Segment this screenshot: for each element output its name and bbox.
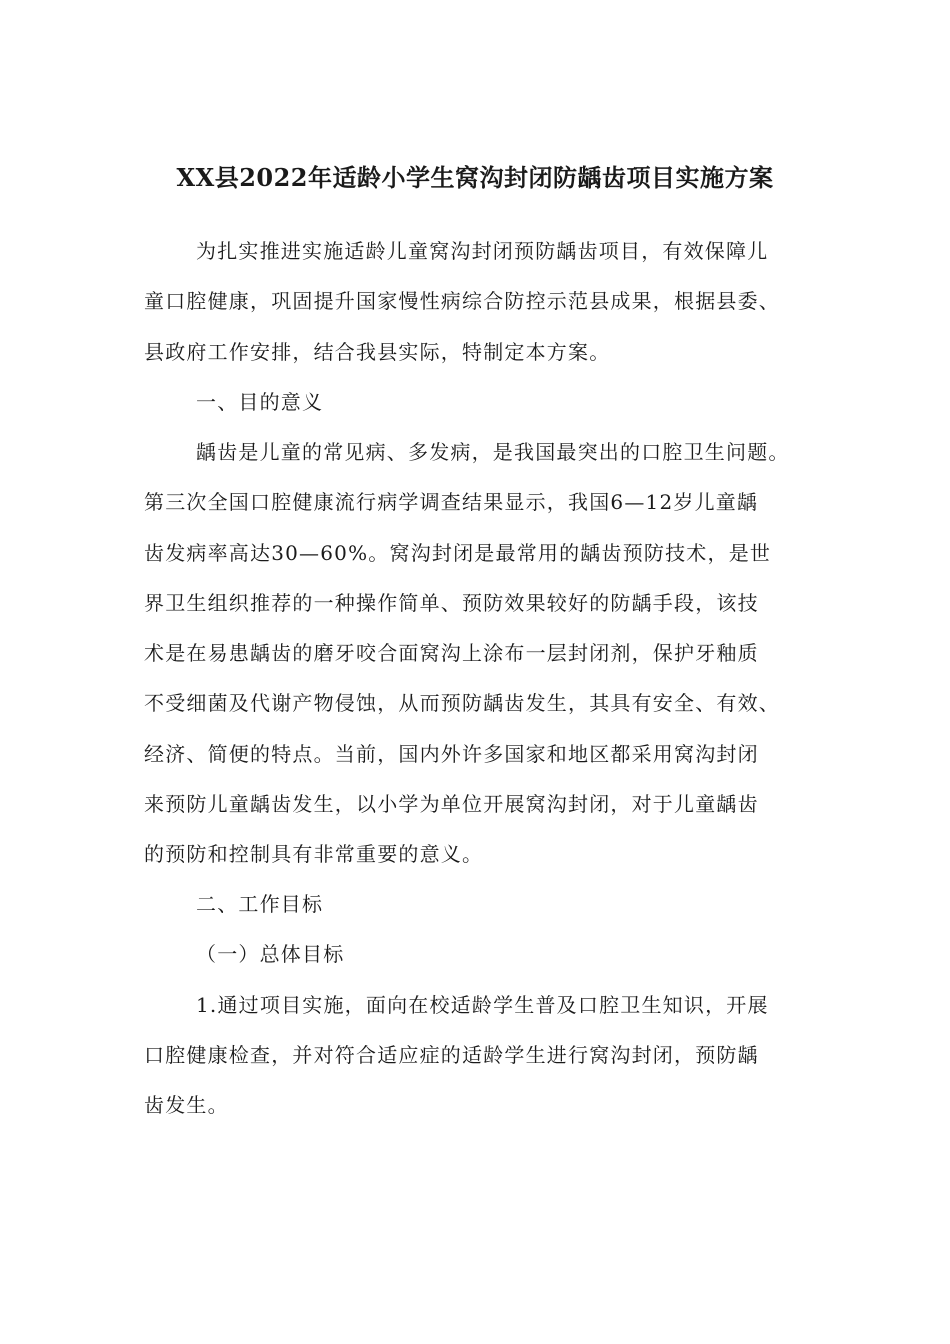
section1-line: 经济、简便的特点。当前，国内外许多国家和地区都采用窝沟封闭: [144, 742, 759, 766]
section-heading-goals: 二、工作目标: [196, 892, 324, 916]
section-heading-purpose: 一、目的意义: [196, 390, 324, 414]
goal-item-line: 1.通过项目实施，面向在校适龄学生普及口腔卫生知识，开展: [196, 993, 769, 1017]
section1-line: 的预防和控制具有非常重要的意义。: [144, 842, 484, 866]
subsection-heading-overall-goal: （一）总体目标: [196, 942, 345, 966]
section1-line: 界卫生组织推荐的一种操作简单、预防效果较好的防龋手段，该技: [144, 591, 759, 615]
section1-line: 来预防儿童龋齿发生，以小学为单位开展窝沟封闭，对于儿童龋齿: [144, 792, 759, 816]
section1-line: 龋齿是儿童的常见病、多发病，是我国最突出的口腔卫生问题。: [196, 440, 790, 464]
goal-item-line: 齿发生。: [144, 1093, 229, 1117]
section1-line: 第三次全国口腔健康流行病学调查结果显示，我国6—12岁儿童龋: [144, 490, 759, 514]
intro-line: 为扎实推进实施适龄儿童窝沟封闭预防龋齿项目，有效保障儿: [196, 239, 769, 263]
section1-line: 不受细菌及代谢产物侵蚀，从而预防龋齿发生，其具有安全、有效、: [144, 691, 780, 715]
goal-item-line: 口腔健康检查，并对符合适应症的适龄学生进行窝沟封闭，预防龋: [144, 1043, 759, 1067]
intro-line: 童口腔健康，巩固提升国家慢性病综合防控示范县成果，根据县委、: [144, 289, 780, 313]
intro-line: 县政府工作安排，结合我县实际，特制定本方案。: [144, 340, 611, 364]
document-title: XX县2022年适龄小学生窝沟封闭防龋齿项目实施方案: [176, 163, 774, 192]
section1-line: 齿发病率高达30—60%。窝沟封闭是最常用的龋齿预防技术，是世: [144, 541, 772, 565]
section1-line: 术是在易患龋齿的磨牙咬合面窝沟上涂布一层封闭剂，保护牙釉质: [144, 641, 759, 665]
